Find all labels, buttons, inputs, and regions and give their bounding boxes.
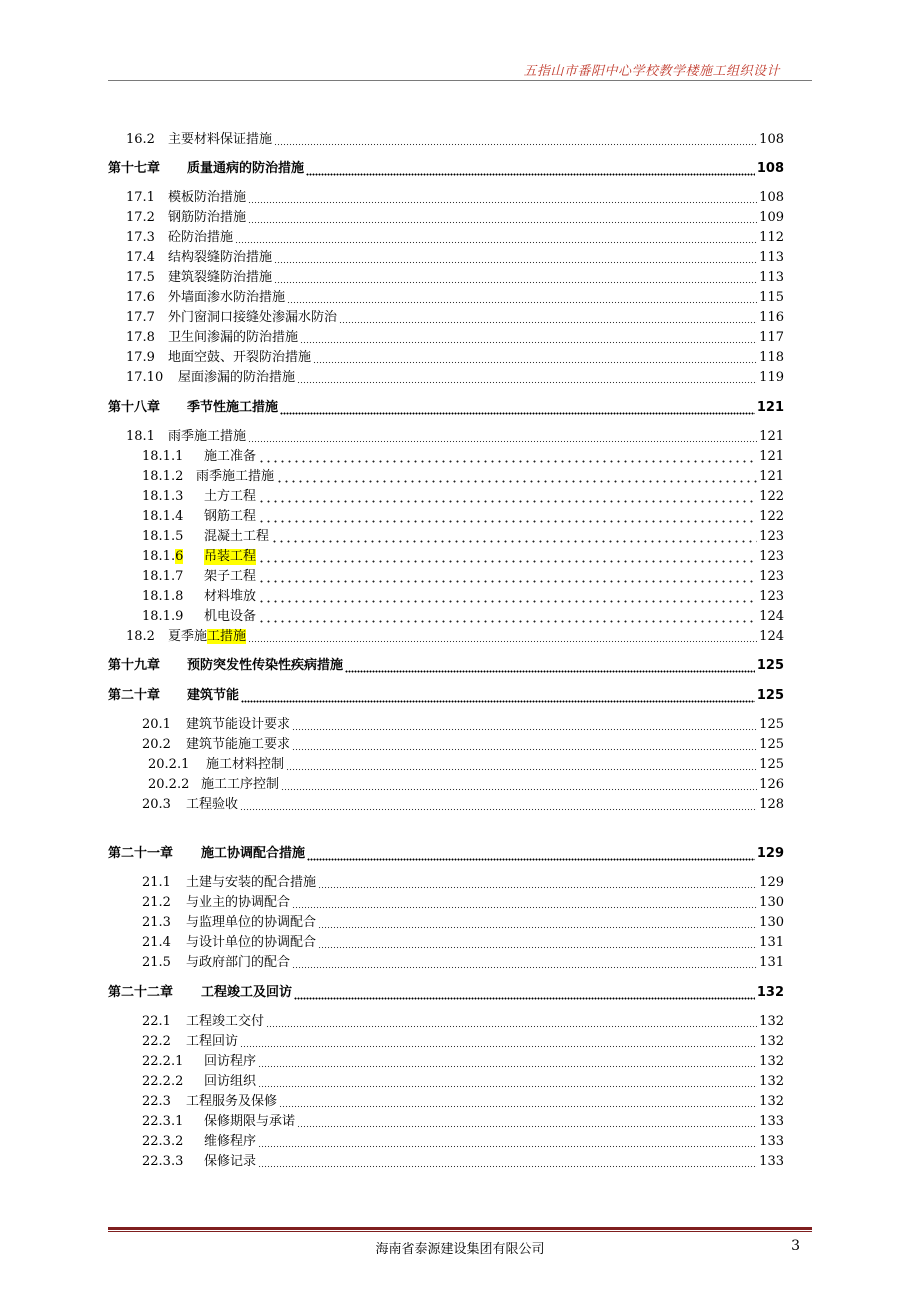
toc-entry[interactable] (108, 733, 784, 753)
toc-subentry-title: 施工准备 (204, 449, 257, 464)
toc-entry-title: 建筑裂缝防治措施 (168, 270, 273, 285)
toc-entry-title: 工程竣工交付 (186, 1014, 265, 1029)
toc-entry-page: 121 (759, 429, 784, 444)
toc-entry-title: 模板防治措施 (168, 190, 247, 205)
toc-subentry[interactable] (108, 1070, 784, 1090)
toc-leader (292, 739, 757, 751)
toc-subentry-page: 126 (759, 777, 784, 792)
toc-entry-highlighted[interactable] (108, 625, 784, 645)
toc-leader (292, 897, 757, 909)
toc-entry-title: 地面空鼓、开裂防治措施 (168, 350, 312, 365)
toc-chapter-title: 质量通病的防治措施 (187, 161, 305, 176)
toc-entry-page: 118 (759, 350, 784, 365)
toc-subentry-number: 18.1.8 (142, 589, 184, 604)
toc-chapter-title: 季节性施工措施 (187, 400, 279, 415)
toc-leader (279, 1096, 757, 1108)
toc-subentry-title: 施工材料控制 (206, 757, 285, 772)
toc-entry-page: 113 (759, 270, 784, 285)
toc-entry-title: 屋面渗漏的防治措施 (178, 370, 296, 385)
toc-entry-number: 17.2 (126, 210, 155, 225)
toc-entry-title: 工程服务及保修 (186, 1094, 278, 1109)
toc-leader (258, 611, 757, 623)
toc-leader (297, 1116, 757, 1128)
toc-entry-page: 130 (759, 915, 784, 930)
toc-subentry-title: 土方工程 (204, 489, 257, 504)
toc-leader (318, 877, 757, 889)
toc-subentry-number: 22.3.3 (142, 1154, 184, 1169)
toc-chapter-title: 工程竣工及回访 (201, 985, 293, 1000)
toc-subentry-number: 22.2.1 (142, 1054, 184, 1069)
toc-subentry-title: 保修期限与承诺 (204, 1114, 296, 1129)
toc-leader (258, 1136, 757, 1148)
toc-subentry-title: 施工工序控制 (201, 777, 280, 792)
toc-subentry-title: 混凝土工程 (204, 529, 270, 544)
toc-leader (240, 1036, 757, 1048)
toc-leader (258, 571, 757, 583)
toc-subentry-page: 133 (759, 1134, 784, 1149)
toc-entry-number: 17.5 (126, 270, 155, 285)
toc-subentry-number: 18.1.7 (142, 569, 184, 584)
toc-subentry-number: 22.3.2 (142, 1134, 184, 1149)
toc-subentry-number: 18.1.2 (142, 469, 184, 484)
toc-entry-title: 土建与安装的配合措施 (186, 875, 317, 890)
toc-entry-number: 17.8 (126, 330, 155, 345)
toc-subentry[interactable] (108, 753, 784, 773)
toc-subentry-title: 机电设备 (204, 609, 257, 624)
toc-entry[interactable] (108, 911, 784, 931)
footer-company-name: 海南省泰源建设集团有限公司 (375, 1242, 545, 1257)
toc-entry-page: 117 (759, 330, 784, 345)
toc-subentry-page: 123 (759, 549, 784, 564)
toc-entry-page: 115 (759, 290, 784, 305)
toc-chapter-page: 108 (756, 161, 784, 176)
toc-entry-page: 109 (759, 210, 784, 225)
toc-subentry-page: 132 (759, 1054, 784, 1069)
toc-leader (248, 212, 757, 224)
toc-entry-page: 129 (759, 875, 784, 890)
toc-entry-page: 108 (759, 190, 784, 205)
toc-subentry-page: 132 (759, 1074, 784, 1089)
toc-entry[interactable] (108, 326, 784, 346)
toc-subentry-number: 18.1.6 (142, 549, 184, 564)
toc-subentry-title: 架子工程 (204, 569, 257, 584)
toc-chapter-number: 第二十二章 (108, 985, 174, 1000)
toc-chapter-title: 建筑节能 (187, 688, 240, 703)
toc-leader (280, 402, 755, 415)
toc-entry-title: 外墙面渗水防治措施 (168, 290, 286, 305)
toc-subentry[interactable] (108, 605, 784, 625)
toc-entry-title: 卫生间渗漏的防治措施 (168, 330, 299, 345)
toc-entry-number: 21.4 (142, 935, 171, 950)
toc-entry-title: 雨季施工措施 (168, 429, 247, 444)
toc-leader (258, 551, 757, 563)
toc-entry-number: 22.2 (142, 1034, 171, 1049)
toc-entry-title: 与业主的协调配合 (186, 895, 291, 910)
toc-subentry-highlighted[interactable] (108, 545, 784, 565)
toc-entry[interactable] (108, 871, 784, 891)
toc-entry-number: 21.1 (142, 875, 171, 890)
toc-subentry[interactable] (108, 525, 784, 545)
toc-entry[interactable] (108, 425, 784, 445)
footer-divider-thick (108, 1227, 812, 1230)
toc-entry-number: 17.4 (126, 250, 155, 265)
toc-entry-number: 17.3 (126, 230, 155, 245)
toc-leader (258, 511, 757, 523)
toc-chapter-entry[interactable] (108, 684, 784, 704)
toc-subentry-page: 133 (759, 1154, 784, 1169)
toc-subentry-title: 雨季施工措施 (196, 469, 275, 484)
toc-entry[interactable] (108, 266, 784, 286)
toc-subentry-page: 123 (759, 569, 784, 584)
toc-leader (266, 1016, 757, 1028)
toc-chapter-number: 第二十一章 (108, 846, 174, 861)
toc-leader (240, 799, 757, 811)
toc-leader (318, 937, 757, 949)
toc-entry-title: 工程回访 (186, 1034, 239, 1049)
toc-leader (318, 917, 757, 929)
toc-entry[interactable] (108, 891, 784, 911)
toc-chapter-page: 132 (756, 985, 784, 1000)
toc-leader (274, 272, 757, 284)
toc-subentry-number: 22.3.1 (142, 1114, 184, 1129)
toc-leader (248, 431, 757, 443)
toc-subentry-number: 22.2.2 (142, 1074, 184, 1089)
toc-leader (313, 352, 757, 364)
toc-entry-number: 22.1 (142, 1014, 171, 1029)
toc-subentry-number: 18.1.5 (142, 529, 184, 544)
toc-chapter-page: 125 (756, 688, 784, 703)
toc-subentry-title: 回访组织 (204, 1074, 257, 1089)
toc-subentry-page: 121 (759, 469, 784, 484)
toc-leader (345, 660, 755, 673)
toc-leader (292, 957, 757, 969)
toc-subentry-number: 18.1.4 (142, 509, 184, 524)
toc-subentry[interactable] (108, 445, 784, 465)
toc-entry-title: 建筑节能施工要求 (186, 737, 291, 752)
toc-leader (339, 312, 757, 324)
toc-subentry[interactable] (108, 585, 784, 605)
toc-entry[interactable] (108, 246, 784, 266)
toc-subentry-title: 保修记录 (204, 1154, 257, 1169)
toc-chapter-number: 第十九章 (108, 658, 161, 673)
toc-leader (258, 591, 757, 603)
toc-entry[interactable] (108, 1030, 784, 1050)
toc-leader (287, 292, 757, 304)
toc-entry[interactable] (108, 713, 784, 733)
toc-entry-number: 21.2 (142, 895, 171, 910)
toc-subentry-title: 回访程序 (204, 1054, 257, 1069)
toc-entry-page: 108 (759, 132, 784, 147)
toc-leader (241, 690, 755, 703)
toc-entry-title: 与监理单位的协调配合 (186, 915, 317, 930)
toc-entry-number: 21.5 (142, 955, 171, 970)
toc-entry-page: 113 (759, 250, 784, 265)
toc-leader (248, 192, 757, 204)
toc-entry[interactable] (108, 931, 784, 951)
toc-chapter-entry[interactable] (108, 842, 784, 862)
toc-entry-number: 20.2 (142, 737, 171, 752)
toc-entry-page: 132 (759, 1014, 784, 1029)
toc-chapter-number: 第二十章 (108, 688, 161, 703)
toc-entry-number: 21.3 (142, 915, 171, 930)
toc-subentry-title: 材料堆放 (204, 589, 257, 604)
toc-leader (235, 232, 757, 244)
toc-entry-page: 132 (759, 1094, 784, 1109)
toc-subentry[interactable] (108, 773, 784, 793)
toc-entry-title: 结构裂缝防治措施 (168, 250, 273, 265)
toc-leader (258, 491, 757, 503)
toc-entry-number: 18.2 (126, 629, 155, 644)
footer-divider-thin (108, 1231, 812, 1232)
toc-entry-page: 130 (759, 895, 784, 910)
toc-subentry[interactable] (108, 1050, 784, 1070)
toc-entry[interactable] (108, 366, 784, 386)
toc-leader (306, 163, 755, 176)
toc-leader (258, 1156, 757, 1168)
toc-chapter-page: 125 (756, 658, 784, 673)
toc-entry-page: 119 (759, 370, 784, 385)
toc-leader (274, 252, 757, 264)
toc-entry-title: 建筑节能设计要求 (186, 717, 291, 732)
toc-subentry-page: 121 (759, 449, 784, 464)
toc-entry-title: 砼防治措施 (168, 230, 234, 245)
toc-subentry[interactable] (108, 1130, 784, 1150)
toc-subentry-number: 20.2.1 (148, 757, 190, 772)
toc-subentry-page: 123 (759, 589, 784, 604)
toc-subentry-title: 维修程序 (204, 1134, 257, 1149)
toc-entry-title: 外门窗洞口接缝处渗漏水防治 (168, 310, 338, 325)
toc-subentry-page: 125 (759, 757, 784, 772)
toc-chapter-title: 预防突发性传染性疾病措施 (187, 658, 344, 673)
toc-leader (258, 451, 757, 463)
toc-subentry-page: 122 (759, 509, 784, 524)
toc-chapter-entry[interactable] (108, 396, 784, 416)
toc-entry-page: 125 (759, 737, 784, 752)
toc-entry[interactable] (108, 346, 784, 366)
toc-leader (307, 848, 755, 861)
header-divider (108, 80, 812, 81)
toc-entry[interactable] (108, 286, 784, 306)
toc-entry-page: 124 (759, 629, 784, 644)
toc-subentry-number: 18.1.3 (142, 489, 184, 504)
toc-entry[interactable] (108, 226, 784, 246)
toc-entry-page: 132 (759, 1034, 784, 1049)
toc-chapter-title: 施工协调配合措施 (201, 846, 306, 861)
toc-entry-page: 112 (759, 230, 784, 245)
toc-subentry-page: 122 (759, 489, 784, 504)
toc-entry-number: 17.7 (126, 310, 155, 325)
toc-entry-number: 18.1 (126, 429, 155, 444)
toc-chapter-entry[interactable] (108, 654, 784, 674)
toc-subentry[interactable] (108, 565, 784, 585)
toc-chapter-entry[interactable] (108, 157, 784, 177)
toc-leader (286, 759, 757, 771)
toc-entry-page: 125 (759, 717, 784, 732)
toc-subentry[interactable] (108, 485, 784, 505)
toc-subentry-number: 18.1.1 (142, 449, 184, 464)
toc-entry-title: 与政府部门的配合 (186, 955, 291, 970)
toc-subentry-page: 123 (759, 529, 784, 544)
toc-entry-page: 131 (759, 955, 784, 970)
toc-entry-number: 20.1 (142, 717, 171, 732)
toc-entry-title: 钢筋防治措施 (168, 210, 247, 225)
toc-entry-number: 17.9 (126, 350, 155, 365)
toc-leader (258, 1076, 757, 1088)
toc-subentry[interactable] (108, 1150, 784, 1170)
toc-subentry[interactable] (108, 1110, 784, 1130)
toc-subentry-page: 124 (759, 609, 784, 624)
toc-chapter-number: 第十八章 (108, 400, 161, 415)
toc-entry-page: 131 (759, 935, 784, 950)
toc-subentry-title: 吊装工程 (204, 549, 257, 564)
toc-entry-number: 17.1 (126, 190, 155, 205)
toc-entry-number: 16.2 (126, 132, 155, 147)
toc-leader (300, 332, 757, 344)
toc-subentry-title: 钢筋工程 (204, 509, 257, 524)
toc-leader (276, 471, 757, 483)
toc-entry-title: 与设计单位的协调配合 (186, 935, 317, 950)
toc-subentry[interactable] (108, 505, 784, 525)
toc-entry-page: 128 (759, 797, 784, 812)
toc-entry[interactable] (108, 128, 784, 148)
toc-entry-title: 主要材料保证措施 (168, 132, 273, 147)
toc-subentry-number: 20.2.2 (148, 777, 190, 792)
toc-entry[interactable] (108, 186, 784, 206)
toc-entry-title: 夏季施工措施 (168, 629, 247, 644)
footer-page-number: 3 (791, 1238, 800, 1254)
toc-leader (294, 987, 755, 1000)
toc-leader (248, 631, 757, 643)
toc-entry[interactable] (108, 306, 784, 326)
toc-subentry-number: 18.1.9 (142, 609, 184, 624)
toc-entry[interactable] (108, 793, 784, 813)
toc-chapter-number: 第十七章 (108, 161, 161, 176)
toc-entry-number: 22.3 (142, 1094, 171, 1109)
toc-entry[interactable] (108, 1010, 784, 1030)
toc-entry[interactable] (108, 206, 784, 226)
toc-leader (271, 531, 757, 543)
toc-leader (297, 372, 757, 384)
toc-chapter-entry[interactable] (108, 981, 784, 1001)
toc-entry[interactable] (108, 951, 784, 971)
toc-entry-number: 17.10 (126, 370, 164, 385)
toc-leader (258, 1056, 757, 1068)
toc-entry-title: 工程验收 (186, 797, 239, 812)
toc-leader (281, 779, 757, 791)
toc-chapter-page: 129 (756, 846, 784, 861)
toc-entry-page: 116 (759, 310, 784, 325)
document-header-title: 五指山市番阳中心学校教学楼施工组织设计 (523, 64, 780, 79)
toc-subentry-page: 133 (759, 1114, 784, 1129)
toc-chapter-page: 121 (756, 400, 784, 415)
toc-subentry[interactable] (108, 465, 784, 485)
toc-entry-number: 20.3 (142, 797, 171, 812)
toc-leader (292, 719, 757, 731)
toc-entry-number: 17.6 (126, 290, 155, 305)
toc-leader (274, 134, 757, 146)
toc-entry[interactable] (108, 1090, 784, 1110)
